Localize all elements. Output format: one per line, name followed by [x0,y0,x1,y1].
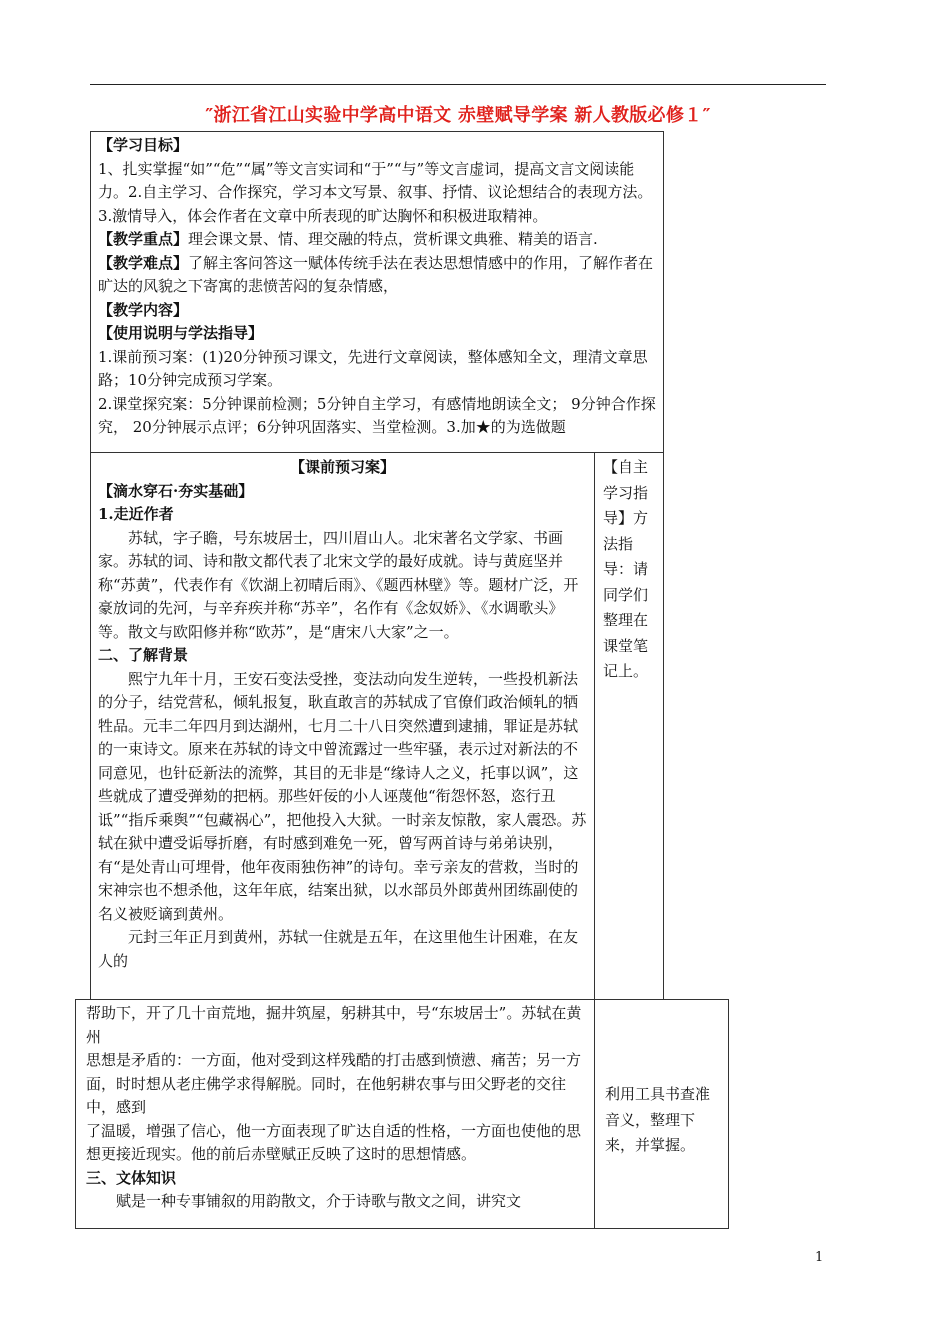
content-heading: 【教学内容】 [98,300,189,319]
self-study-guide: 【自主学习指导】方法指导：请同学们整理在课堂笔 记上。 [603,458,664,680]
preview-side-box [594,452,664,1000]
section-3-title: 三、文体知识 [86,1168,177,1187]
objectives-text: 1、扎实掌握“如”“危”“属”等文言实词和“于”“与”等文言虚词，提高文言文阅读能力。2.自主学习、合作探究，学习本文写景、叙事、抒情、议论想结合的表现方法。3.激情导入，体会作者在文章中所表现的旷达胸怀和积极进取精神。 [98,159,653,225]
preview-subheading: 【滴水穿石·夯实基础】 [98,481,254,500]
continued-line-1: 帮助下，开了几十亩荒地，掘井筑屋，躬耕其中，号“东坡居士”。苏轼在黄州 [86,1004,582,1046]
preview-box [90,452,595,1000]
focus-row [98,228,657,252]
guide-item-2: 2.课堂探究案：5分钟课前检测；5分钟自主学习，有感情地朗读全文； 9分钟合作探究， 20分钟展示点评；6分钟巩固落实、当堂检测。3.加★的为选做题 [98,394,656,436]
dictionary-note: 利用工具书查准音义，整理下来，并掌握。 [605,1085,711,1154]
section-2-text: 熙宁九年十月，王安石变法受挫，变法动向发生逆转，一些投机新法的分子，结党营私，倾轧报复，耿直敢言的苏轼成了官僚们政治倾轧的牺牲品。元丰二年四月到达湖州，七月二十八日突然遭到逮捕，罪证是苏轼的一束诗文。原来在苏轼的诗文中曾流露过一些牢骚，表示过对新法的不同意见，也针砭新法的流弊，其目的无非是“缘诗人之义，托事以讽”，这些就成了遭受弹劾的把柄。那些奸佞的小人诬蔑他“衔怨怀怒，恣行丑诋”“指斥乘舆”“包藏祸心”，把他投入大狱。一时亲友惊散，家人震恐。苏轼在狱中遭受诟辱折磨，有时感到难免一死，曾写两首诗与弟弟诀别，有“是处青山可埋骨，他年夜雨独伤神”的诗句。幸亏亲友的营救，当时的宋神宗也不想杀他，这年年底，结案出狱，以水部员外郎黄州团练副使的名义被贬谪到黄州。 [98,669,587,923]
difficulty-label: 【教学难点】 [98,253,189,272]
section-2-title: 二、了解背景 [98,646,189,664]
guide-item-1: 1.课前预习案：(1)20分钟预习课文，先进行文章阅读，整体感知全文，理清文章思路；10分钟完成预习学案。 [98,347,648,389]
section-1-title: 1.走近作者 [98,505,174,523]
focus-text: 理会课文景、情、理交融的特点，赏析课文典雅、精美的语言. [188,230,598,248]
page-title: ″浙江省江山实验中学高中语文 赤壁赋导学案 新人教版必修１″ [205,105,711,126]
continued-line-2: 思想是矛盾的：一方面，他对受到这样残酷的打击感到愤懑、痛苦；另一方面，时时想从老庄佛学求得解脱。同时，在他躬耕农事与田父野老的交往中，感到 [86,1051,582,1116]
section-2-text-cont: 元封三年正月到黄州，苏轼一住就是五年，在这里他生计困难，在友人的 [98,928,579,970]
continued-side-box [594,999,729,1229]
continued-box [75,999,595,1229]
objectives-box [90,131,664,453]
focus-label: 【教学重点】 [98,230,189,248]
header-rule [90,84,826,85]
objectives-heading: 【学习目标】 [98,136,189,154]
section-1-text: 苏轼，字子瞻，号东坡居士，四川眉山人。北宋著名文学家、书画家。苏轼的词、诗和散文都代表了北宋文学的最好成就。诗与黄庭坚并称“苏黄”，代表作有《饮湖上初晴后雨》、《题西林壁》等。题材广泛，开豪放词的先河，与辛弃疾并称“苏辛”，名作有《念奴娇》、《水调歌头》等。散文与欧阳修并称“欧苏”，是“唐宋八大家”之一。 [98,528,579,641]
difficulty-text: 了解主客问答这一赋体传统手法在表达思想情感中的作用，了解作者在旷达的风貌之下寄寓的悲愤苦闷的复杂情感， [98,253,654,295]
section-3-text: 赋是一种专事铺叙的用韵散文，介于诗歌与散文之间，讲究文 [116,1192,522,1210]
page-number: 1 [815,1250,824,1265]
difficulty-row [98,252,657,299]
preview-heading: 【课前预习案】 [289,458,395,476]
guide-heading: 【使用说明与学法指导】 [98,324,264,342]
continued-line-3: 了温暖，增强了信心，他一方面表现了旷达自适的性格，一方面也使他的思想更接近现实。他的前后赤壁赋正反映了这时的思想情感。 [86,1121,582,1163]
